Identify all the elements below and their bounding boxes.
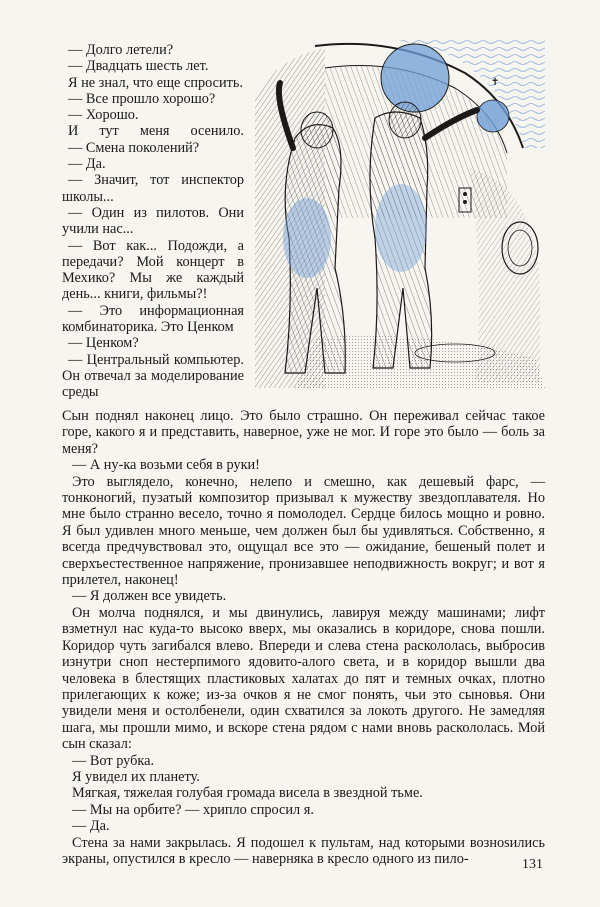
line-voz-mi-sebya: — А ну-ка возьми себя в руки! [72,457,260,474]
spaceship-viewport-illustration [255,38,545,388]
line-ne-znal: Я не знал, что еще спросить. [68,74,243,91]
line-kompyuter: — Центральный компьютер. Он отвечал за моделирование среды [62,351,244,401]
line-dvadtsat: — Двадцать шесть лет. [68,58,209,75]
line-dolzhen-uvidet: — Я должен все увидеть. [72,588,227,605]
line-uvidel-planetu: Я увидел их планету. [72,768,200,785]
narrative-column [62,408,545,867]
line-vse-proshlo: — Все прошло хорошо? [68,90,216,107]
line-da-1: — Да. [68,156,106,173]
line-vot-rubka: — Вот рубка. [72,752,155,769]
page-number: 131 [522,857,543,872]
line-na-orbite: — Мы на орбите? — хрипло спросил я. [72,801,314,818]
paragraph-syn-podnyal: Сын поднял наконец лицо. Это было страшно. Он переживал сейчас такое горе, какого я и представить, наверное, уже не мог. И горе это было — боль за меня? [62,408,545,457]
line-peredachi: — Вот как... Подожди, а передачи? Мой концерт в Мехико? Мы же каждый день... книги, фильмы?! [62,237,244,303]
line-khorosho: — Хорошо. [68,107,139,124]
illustration [255,38,545,388]
paragraph-on-molcha: Он молча поднялся, и мы двинулись, лавируя между машинами; лифт взметнул нас куда-то высоко вверх, мы оказались в коридоре, снова пошли. Коридор чуть загибался влево. Впереди и слева стена раскололась, выбросив изнутри сноп нестерпимого ядовито-алого света, и в коридор вышли два человека в блестящих пластиковых халатах до пят и темных очках, плотно прилегающих к коже; из-за очков я не смог понять, чьи это сыновья. Они увидели меня и остолбенели, один схватился за локоть другого. Не замедляя шага, мы прошли мимо, и вскоре стена рядом с нами вновь раскололась. Мой сын сказал: [62,604,545,753]
dialogue-column [62,42,244,401]
line-golubaya-gromada: Мягкая, тяжелая голубая громада висела в звездной тьме. [72,785,423,802]
line-kombinatorika: — Это информационная комбинаторика. Это Ценком [62,302,244,336]
paragraph-eto-vyglyadelo: Это выглядело, конечно, нелепо и смешно, как дешевый фарс, — тонконогий, пузатый композитор призывал к мужеству звездоплавателя. Но мне было странно весело, точно я помолодел. Сердце билось мощно и ровно. Я был удивлен много меньше, чем должен был бы удивляться. Собственно, я всегда предчувствовал это, ощущал все это — ожидание, бешеный полет и сверхъестественное напряжение, пронизавшее неподвижность вокруг; и вот я прилетел, наконец! [62,473,545,589]
line-da-2: — Да. [72,818,110,835]
paragraph-stena-zakrylas: Стена за нами закрылась. Я подошел к пультам, над которыми вознosились экраны, опустился в кресло — наверняка в кресло одного из пило- [62,834,545,867]
line-dolgo: — Долго летели? [68,42,174,58]
svg-text:✝: ✝ [491,77,500,88]
line-piloty: — Один из пилотов. Они учили нас... [62,204,244,238]
line-tsenkom: — Ценком? [68,335,139,352]
line-osenilo: И тут меня осенило. [68,123,244,140]
line-smena: — Смена поколений? [68,139,200,156]
line-inspektor: — Значит, тот инспектор школы... [62,172,244,205]
